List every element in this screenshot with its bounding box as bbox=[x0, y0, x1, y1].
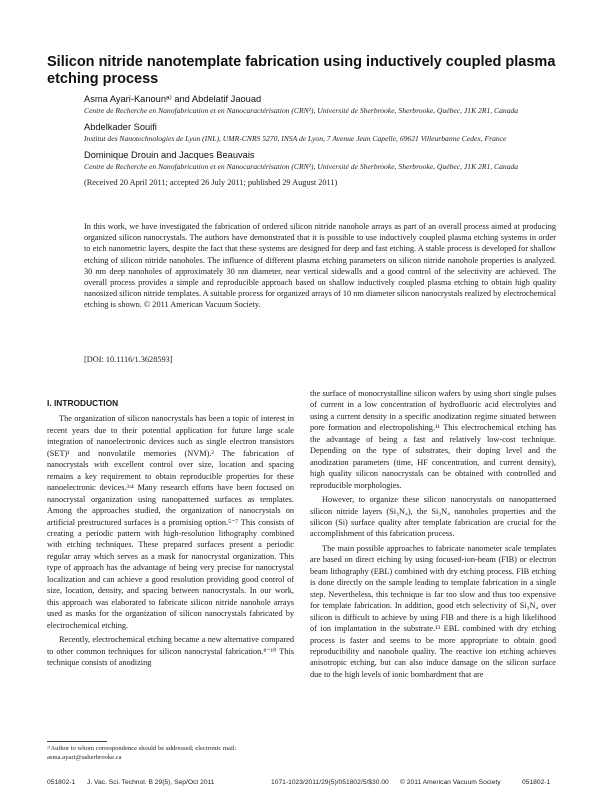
paragraph: However, to organize these silicon nanocrystals on nanopatterned silicon nitride layers (Si₃N₄), the Si₃N₄ nanoholes properties and the silicon (Si) surface quality after template fabrication are crucial for the accomplishment of this fabrication process. bbox=[310, 495, 556, 539]
author-group-2: Abdelkader Souifi bbox=[84, 122, 157, 132]
paragraph: The main possible approaches to fabricate nanometer scale templates are based on direct etching by using focused-ion-beam (FIB) or electron beam lithography (EBL) combined with dry etching process. FIB etching is done directly on the sample leading to template fabrication in a single step. Nevertheless, this technique is far too slow and thus too expensive for template fabrication. In addition, good etch selectivity of Si₃N₄ over silicon is difficult to achieve by using FIB and there is a high likelihood of ion implantation in the substrate.¹³ EBL combined with dry etching process is faster and seems to be more appropriate to obtain good reproducibility and nanohole quality. The reactive ion etching achieves anisotropic etching, but can also induce damage on the silicon surface due to the high levels of ionic bombardment that are bbox=[310, 543, 556, 679]
doi-link[interactable]: [DOI: 10.1116/1.3628593] bbox=[84, 355, 173, 364]
author-group-3: Dominique Drouin and Jacques Beauvais bbox=[84, 150, 255, 160]
footer-journal: J. Vac. Sci. Technol. B 29(5), Sep/Oct 2011 bbox=[87, 779, 215, 786]
author-group-1: Asma Ayari-Kanounᵃ⁾ and Abdelatif Jaouad bbox=[84, 94, 262, 104]
left-column bbox=[47, 398, 294, 671]
affiliation-3: Centre de Recherche en Nanofabrication et en Nanocaractérisation (CRN²), Université de Sherbrooke, Sherbrooke, Québec, J1K 2R1, Canada bbox=[84, 162, 519, 171]
footer-page-number-right: 051802-1 bbox=[522, 779, 551, 786]
received-dates: (Received 20 April 2011; accepted 26 July 2011; published 29 August 2011) bbox=[84, 178, 338, 187]
paragraph: The organization of silicon nanocrystals has been a topic of interest in recent years due to their potential application for future large scale integration of nanoelectronic devices such as single electron transistors (SET)¹ and nonvolatile memories (NVM).² The fabrication of nanocrystals with excellent control over size, location and spacing remains a key requirement to obtain reproducible properties for these nanoelectronic devices.³ʴ⁴ Many research efforts have been focused on nanocrystal organization using nanopatterned surfaces as templates. Among the approaches studied, the organization of nanocrystals on artificial prestructured surfaces is a promising option.⁵⁻⁷ This consists of creating a periodic pattern with high-resolution lithography combined with etching techniques. These prepared surfaces present a periodic regular array which serves as a mask for nanocrystal organization. This type of approach has the advantage of being very precise for nanocrystal localization and can achieve a good resolution providing good control of size, location, density, and spacing between nanocrystals. In our work, this approach was elaborated to fabricate silicon nitride nanohole arrays used as masks for the organization of silicon nanocrystals fabricated by electrochemical etching. bbox=[47, 414, 294, 630]
affiliation-2: Institut des Nanotechnologies de Lyon (INL), UMR-CNRS 5270, INSA de Lyon, 7 Avenue Jean Capelle, 69621 Villeurbanne Cedex, France bbox=[84, 134, 507, 143]
affiliation-1: Centre de Recherche en Nanofabrication et en Nanocaractérisation (CRN²), Université de Sherbrooke, Sherbrooke, Québec, J1K 2R1, Canada bbox=[84, 106, 519, 115]
footer-issn: 1071-1023/2011/29(5)/051802/5/$30.00 bbox=[271, 779, 389, 786]
footnote-divider bbox=[47, 741, 107, 742]
correspondence-footnote: ᵃ⁾Author to whom correspondence should be addressed; electronic mail: asma.ayari@usherbrooke.ca bbox=[47, 745, 237, 761]
abstract: In this work, we have investigated the fabrication of ordered silicon nitride nanohole arrays as part of an overall process aimed at producing organized silicon nanocrystals. The authors have demonstrated that it is possible to use inductively coupled plasma etching systems in order to etch nanometric layers, despite the fact that these systems are designed for deep and fast etching. A stable process is developed for shallow etching of silicon nitride nanoholes. The influence of different plasma etching parameters on silicon nitride nanohole properties is analyzed. 30 nm deep nanoholes of approximately 30 nm diameter, near vertical sidewalls and a good control of the selectivity are achieved. The overall process provides a simple and reproducible approach based on shallow inductively coupled plasma etching to obtain high quality nanosized silicon nitride templates. A suitable process for organized arrays of 10 nm diameter silicon nanocrystals realized by electrochemical etching is shown. © 2011 American Vacuum Society. bbox=[84, 222, 556, 310]
author-block bbox=[84, 93, 564, 188]
footer-page-number-left: 051802-1 bbox=[47, 779, 76, 786]
paragraph: the surface of monocrystalline silicon wafers by using short single pulses of current in a low concentration of hydrofluoric acid electrolytes and using a current density in a specific anodization regime situated between pore formation and electropolishing.¹¹ This electrochemical etching has the advantage of being a fast and relatively low-cost technique. Depending on the type of substrates, their doping level and the anodization parameters (time, HF concentration, and current density), high quality silicon nanocrystals can be obtained with controlled and reproducible morphologies. bbox=[310, 389, 556, 490]
footer-copyright: © 2011 American Vacuum Society bbox=[400, 779, 501, 786]
paper-title: Silicon nitride nanotemplate fabrication using inductively coupled plasma etching process bbox=[47, 54, 556, 87]
paragraph: Recently, electrochemical etching became a new alternative compared to other common techniques for silicon nanocrystal fabrication.⁸⁻¹⁰ This technique consists of anodizing bbox=[47, 635, 294, 667]
right-column bbox=[310, 388, 556, 683]
section-heading: I. INTRODUCTION bbox=[47, 398, 119, 408]
